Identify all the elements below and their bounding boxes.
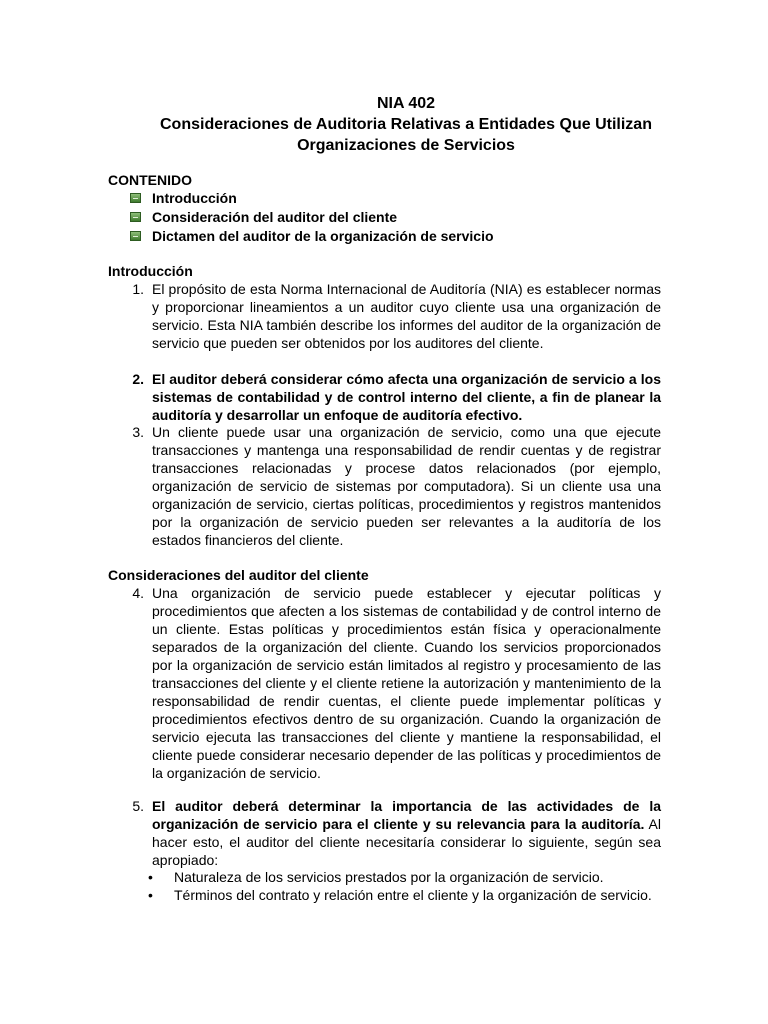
document-title (100, 93, 712, 156)
green-bullet-icon (130, 193, 141, 203)
toc-item (130, 188, 494, 207)
sub-bullet-item (148, 886, 661, 904)
paragraph-text: Una organización de servicio puede establecer y ejecutar políticas y procedimientos que afecten a los sistemas de contabilidad y de control interno de un cliente. Estas políticas y procedimientos están física y operacionalmente separados de la organización del cliente. Cuando los servicios proporcionados por la organización de servicio están limitados al registro y procesamiento de las transacciones del cliente y el cliente retiene la autorización y mantenimiento de la responsabilidad de rendir cuentas, el cliente puede implementar políticas y procedimientos efectivos dentro de su organización. Cuando la organización de servicio ejecuta las transacciones del cliente y mantiene la responsabilidad, el cliente puede considerar necesario depender de las políticas y procedimientos de la organización de servicio. (152, 585, 661, 781)
paragraph-bold-text: El auditor deberá determinar la importancia de las actividades de la organización de servicio para el cliente y su relevancia para la auditoría. (152, 798, 661, 832)
paragraph-number: 2. (132, 371, 144, 387)
toc-item-label: Dictamen del auditor de la organización de servicio (152, 227, 494, 244)
sub-bullet-text: Naturaleza de los servicios prestados por la organización de servicio. (174, 869, 604, 885)
title-line-2: Consideraciones de Auditoria Relativas a Entidades Que Utilizan (160, 116, 652, 133)
paragraph-number: 1. (132, 281, 144, 297)
sub-bullet-text: Términos del contrato y relación entre el cliente y la organización de servicio. (174, 887, 652, 903)
title-line-3: Organizaciones de Servicios (297, 137, 515, 154)
toc-item-label: Introducción (152, 189, 237, 206)
table-of-contents (130, 188, 494, 245)
sub-bullet-item (148, 868, 661, 886)
green-bullet-icon (130, 231, 141, 241)
toc-item-label: Consideración del auditor del cliente (152, 208, 398, 225)
toc-item (130, 226, 494, 245)
bullet-dot-icon: • (148, 869, 153, 885)
paragraph-5 (126, 797, 661, 869)
consideraciones-heading: Consideraciones del auditor del cliente (108, 567, 369, 583)
title-line-1: NIA 402 (376, 95, 436, 112)
paragraph-text: El auditor deberá considerar cómo afecta una organización de servicio a los sistemas de contabilidad y de control interno del cliente, a fin de planear la auditoría y desarrollar un enfoque de auditoría efectivo. (152, 371, 661, 423)
toc-item (130, 207, 494, 226)
bullet-dot-icon: • (148, 887, 153, 903)
paragraph-4 (126, 584, 661, 782)
paragraph-number: 4. (132, 585, 144, 601)
paragraph-text: Un cliente puede usar una organización de servicio, como una que ejecute transacciones y mantenga una responsabilidad de rendir cuentas y de registrar transacciones relacionadas y procese datos relacionados (por ejemplo, organización de servicio de sistemas por computadora). Si un cliente usa una organización de servicio, ciertas políticas, procedimientos y registros mantenidos por la organización de servicio pueden ser relevantes a la auditoría de los estados financieros del cliente. (152, 424, 661, 548)
paragraph-rest-text: Al hacer esto, el auditor del cliente necesitaría considerar lo siguiente, según sea apropiado: (152, 816, 661, 868)
contenido-heading: CONTENIDO (108, 172, 192, 188)
green-bullet-icon (130, 212, 141, 222)
paragraph-number: 5. (132, 798, 144, 814)
paragraph-2 (126, 370, 661, 424)
paragraph-3 (126, 423, 661, 549)
paragraph-number: 3. (132, 424, 144, 440)
paragraph-text (152, 797, 661, 869)
paragraph-text: El propósito de esta Norma Internacional de Auditoría (NIA) es establecer normas y proporcionar lineamientos a un auditor cuyo cliente usa una organización de servicio. Esta NIA también describe los informes del auditor de la organización de servicio que pueden ser obtenidos por los auditores del cliente. (152, 281, 661, 351)
paragraph-1 (126, 280, 661, 352)
intro-heading: Introducción (108, 263, 193, 279)
